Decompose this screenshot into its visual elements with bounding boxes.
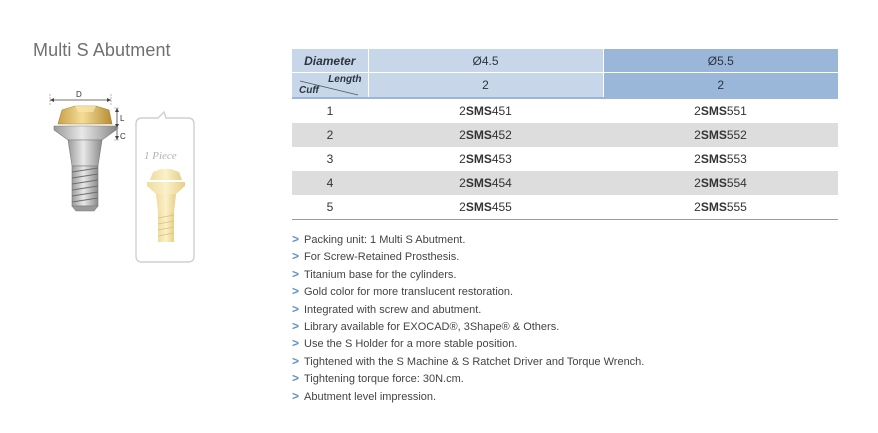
chevron-right-icon: > [292, 336, 300, 351]
code-suffix: 554 [726, 176, 747, 190]
feature-item [292, 353, 644, 370]
chevron-right-icon: > [292, 353, 300, 368]
product-code-b [603, 195, 838, 220]
code-prefix: 2 [694, 104, 701, 118]
table-row [292, 195, 838, 220]
code-series: SMS [465, 176, 492, 190]
code-prefix: 2 [459, 128, 466, 142]
feature-item [292, 318, 644, 335]
chevron-right-icon: > [292, 301, 300, 316]
header-length-b: 2 [603, 73, 838, 99]
feature-text: Abutment level impression. [304, 390, 437, 403]
product-code-b [603, 98, 838, 123]
code-prefix: 2 [459, 200, 466, 214]
code-series: SMS [465, 104, 492, 118]
feature-text: Use the S Holder for a more stable position. [304, 338, 518, 351]
header-cuff-label: Cuff [299, 85, 319, 96]
code-prefix: 2 [694, 200, 701, 214]
chevron-right-icon: > [292, 388, 300, 403]
table-row [292, 123, 838, 147]
code-suffix: 553 [726, 152, 747, 166]
feature-text: Tightened with the S Machine & S Ratchet Driver and Torque Wrench. [304, 355, 645, 368]
code-series: SMS [700, 104, 727, 118]
product-code-b [603, 147, 838, 171]
chevron-right-icon: > [292, 266, 300, 281]
feature-item [292, 283, 644, 300]
header-diameter-b: Ø5.5 [603, 49, 838, 73]
code-prefix: 2 [459, 104, 466, 118]
cuff-value: 1 [292, 98, 368, 123]
dimension-d-label: D [76, 90, 82, 99]
code-prefix: 2 [694, 176, 701, 190]
product-code-a [368, 98, 603, 123]
header-length-a: 2 [368, 73, 603, 99]
feature-item [292, 388, 644, 405]
code-prefix: 2 [694, 128, 701, 142]
code-series: SMS [700, 200, 727, 214]
feature-text: For Screw-Retained Prosthesis. [304, 251, 460, 264]
feature-item [292, 248, 644, 265]
feature-item [292, 370, 644, 387]
code-series: SMS [700, 128, 727, 142]
code-series: SMS [465, 200, 492, 214]
feature-list [292, 231, 644, 405]
code-series: SMS [700, 152, 727, 166]
cuff-value: 5 [292, 195, 368, 220]
feature-item [292, 335, 644, 352]
code-suffix: 452 [491, 128, 512, 142]
code-prefix: 2 [694, 152, 701, 166]
dimension-l-label: L [120, 114, 125, 123]
spec-table [292, 49, 838, 220]
code-suffix: 555 [726, 200, 747, 214]
header-diameter-a: Ø4.5 [368, 49, 603, 73]
page-title: Multi S Abutment [33, 40, 171, 60]
one-piece-label: 1 Piece [144, 150, 177, 162]
product-code-a [368, 195, 603, 220]
product-illustration [40, 84, 210, 274]
code-suffix: 453 [491, 152, 512, 166]
feature-text: Titanium base for the cylinders. [304, 268, 457, 281]
table-row [292, 171, 838, 195]
chevron-right-icon: > [292, 249, 300, 264]
code-series: SMS [465, 128, 492, 142]
product-code-a [368, 123, 603, 147]
dimension-c-label: C [120, 132, 126, 141]
code-series: SMS [700, 176, 727, 190]
product-code-b [603, 171, 838, 195]
code-suffix: 454 [491, 176, 512, 190]
chevron-right-icon: > [292, 371, 300, 386]
feature-item [292, 231, 644, 248]
table-row [292, 98, 838, 123]
header-length-label: Length [328, 74, 362, 85]
chevron-right-icon: > [292, 284, 300, 299]
code-prefix: 2 [459, 152, 466, 166]
feature-text: Gold color for more translucent restoration. [304, 286, 514, 299]
cuff-value: 2 [292, 123, 368, 147]
code-suffix: 552 [726, 128, 747, 142]
feature-item [292, 266, 644, 283]
chevron-right-icon: > [292, 318, 300, 333]
code-suffix: 551 [726, 104, 747, 118]
table-row [292, 147, 838, 171]
header-diameter-label: Diameter [292, 49, 368, 73]
chevron-right-icon: > [292, 232, 300, 246]
feature-item [292, 301, 644, 318]
product-code-a [368, 171, 603, 195]
code-suffix: 455 [491, 200, 512, 214]
table-header-row [292, 49, 838, 73]
table-length-row [292, 73, 838, 99]
code-prefix: 2 [459, 176, 466, 190]
feature-text: Packing unit: 1 Multi S Abutment. [304, 234, 466, 246]
feature-text: Integrated with screw and abutment. [304, 303, 482, 316]
code-suffix: 451 [491, 104, 512, 118]
product-code-b [603, 123, 838, 147]
feature-text: Library available for EXOCAD®, 3Shape® & Others. [304, 320, 560, 333]
product-code-a [368, 147, 603, 171]
cuff-value: 4 [292, 171, 368, 195]
cuff-value: 3 [292, 147, 368, 171]
header-cuff-length-cell [292, 73, 368, 99]
feature-text: Tightening torque force: 30N.cm. [304, 373, 464, 386]
abutment-diagram [40, 84, 210, 269]
code-series: SMS [465, 152, 492, 166]
